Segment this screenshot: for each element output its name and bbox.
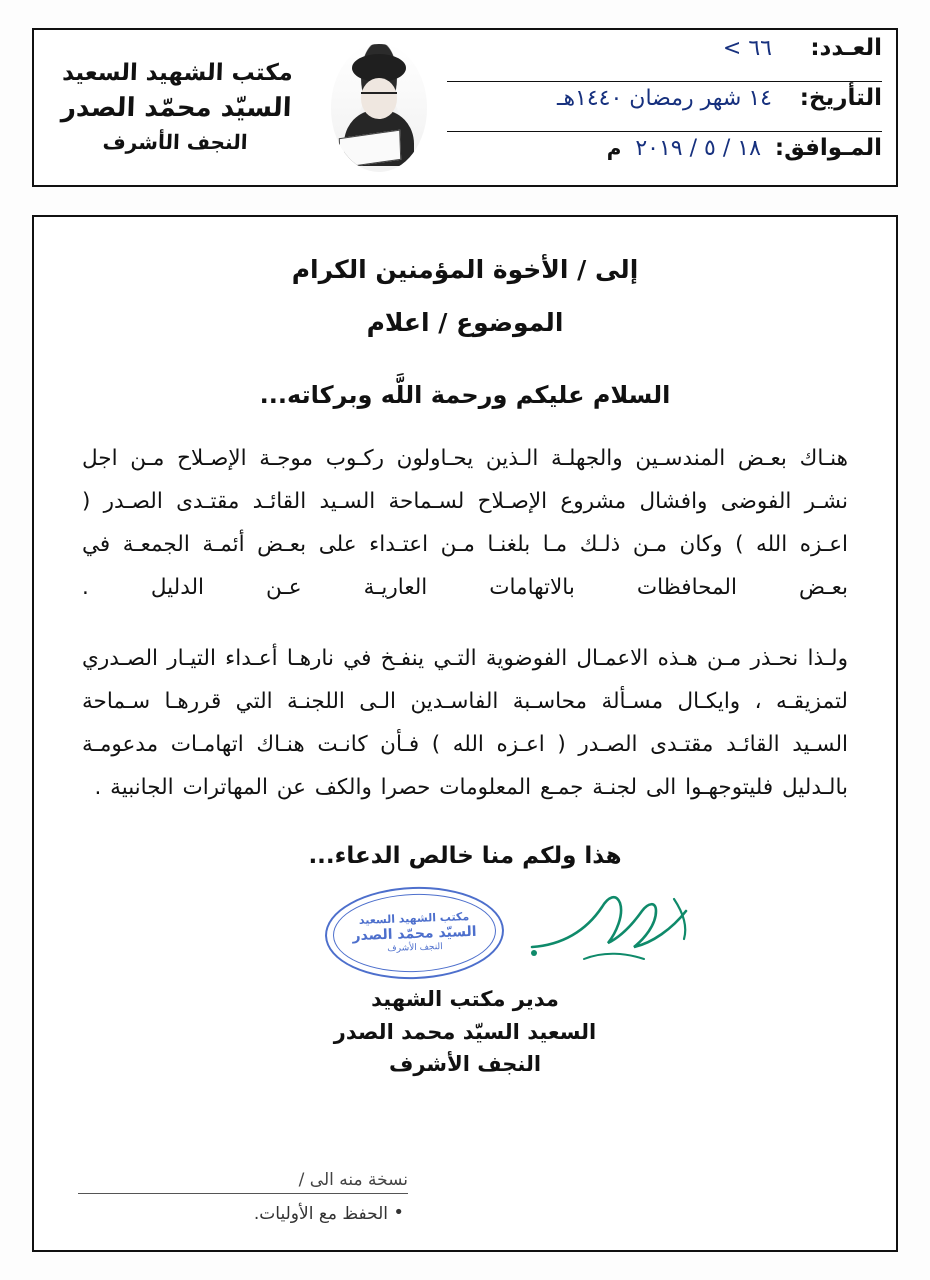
field-row-number [447,35,882,82]
letterhead-fields [439,30,896,185]
signer-title: مدير مكتب الشهيد [371,987,559,1011]
addressee-line: إلى / الأخوة المؤمنين الكرام [291,255,639,284]
org-name-line1: مكتب الشهيد السعيد [61,60,294,87]
letter-body [32,215,898,1252]
signature-zone [76,875,854,1077]
organization-logo [34,30,319,185]
field-row-gregorian-date [447,135,882,181]
stamp-line1: مكتب الشهيد السعيد [358,910,470,928]
field-suffix-gregorian-date: م [606,135,622,160]
body-paragraph-2: ولـذا نحـذر مـن هـذه الاعمـال الفوضوية التـي ينفـخ في نارهـا أعـداء التيـار الصـدري لتمزيقـه ، وايكـال مسـألة محاسـبة الفاسـدين الـى اللجنـة التي قررهـا سـماحة السـيد القائـد مقتـدى الصـدر ( اعـزه الله ) فـأن كانـت هنـاك اتهامـات مدعومـة بالـدليل فليتوجهـوا الى لجنـة جمـع المعلومات حصرا والكف عن المهاترات الجانبية . [82,646,848,800]
signer-location: النجف الأشرف [388,1052,542,1077]
cc-title: نسخة منه الى / [78,1170,408,1194]
org-name-line3: النجف الأشرف [102,130,249,155]
field-value-gregorian-date: ١٨ / ٥ / ٢٠١٩ [635,135,761,161]
field-label-number: العـدد: [810,34,882,61]
letterhead [32,28,898,187]
cc-item: • الحفظ مع الأوليات. [78,1204,408,1224]
org-name-line2: السيّد محمّد الصدر [60,93,293,124]
subject-line: الموضوع / اعلام [366,308,564,337]
signer-name: السعيد السيّد محمد الصدر [333,1019,597,1044]
official-stamp [323,884,505,982]
greeting-line: السلام عليكم ورحمة اللَّه وبركاته... [259,381,671,409]
field-label-gregorian-date: المـوافق: [774,134,882,161]
stamp-line3: النجف الأشرف [387,942,443,955]
field-label-hijri-date: التأريخ: [799,84,882,111]
field-row-hijri-date [447,85,882,132]
closing-line: هذا ولكم منا خالص الدعاء... [308,843,622,869]
stamp-line2: السيّد محمّد الصدر [352,924,477,945]
portrait-photo [319,30,439,185]
cc-section [78,1170,408,1224]
body-paragraph-1: هنـاك بعـض المندسـين والجهلـة الـذين يحـاولون ركـوب موجـة الإصـلاح مـن اجل نشـر الفوضى وافشال مشروع الإصـلاح لسـماحة السـيد القائـد مقتـدى الصـدر ( اعـزه الله ) وكان مـن ذلـك مـا بلغنـا مـن اعتـداء على بعـض أئمـة الجمعـة في بعـض المحافظات بالاتهامات العاريـة عـن الدليل . [82,446,848,600]
field-value-hijri-date: ١٤ شهر رمضان ١٤٤٠هـ [557,85,772,111]
field-value-number: ٦٦ > [722,35,772,61]
signature-icon [524,881,734,971]
signature-block [76,983,854,1081]
